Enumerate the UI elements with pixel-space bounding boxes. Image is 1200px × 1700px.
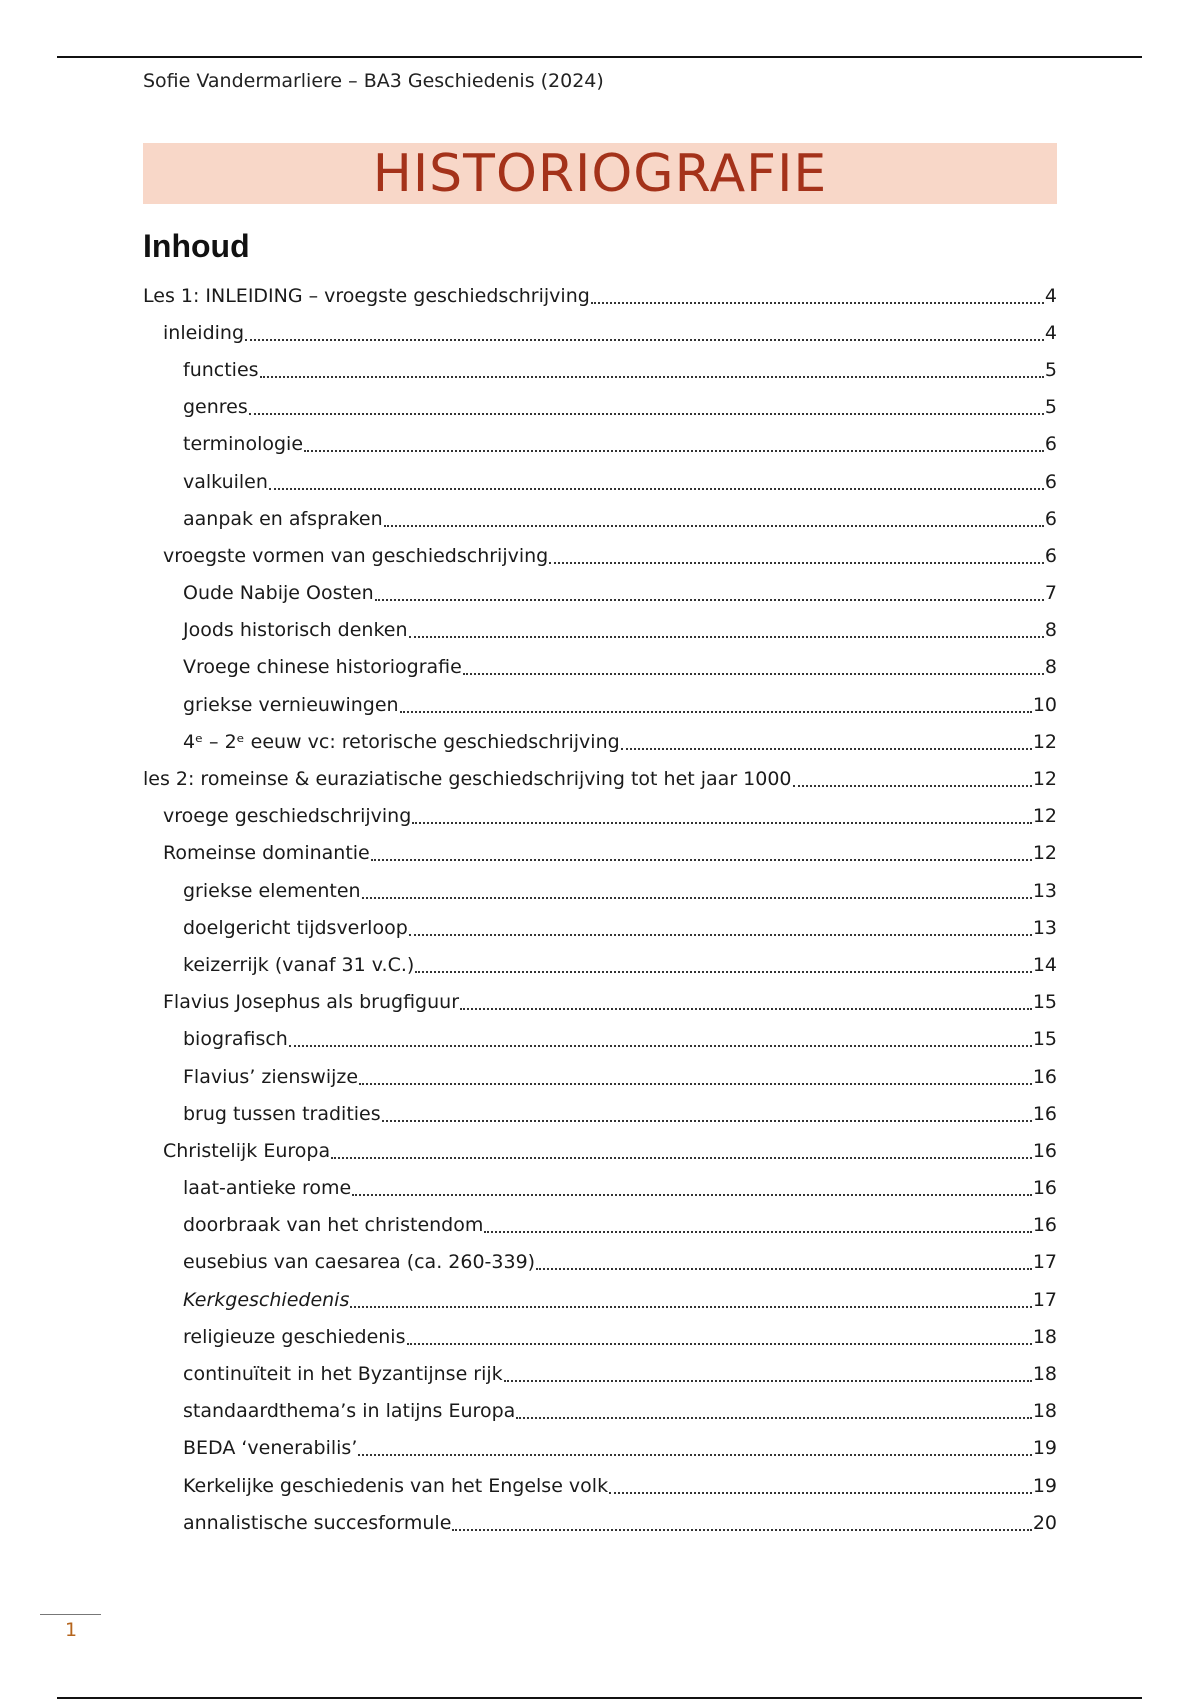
- toc-dot-leader: [245, 339, 1044, 341]
- toc-entry-page: 6: [1044, 470, 1057, 493]
- toc-entry-title: genres: [183, 396, 248, 419]
- toc-entry-title: les 2: romeinse & euraziatische geschiedschrijving tot het jaar 1000: [143, 768, 792, 791]
- toc-dot-leader: [384, 525, 1044, 527]
- toc-dot-leader: [400, 711, 1032, 713]
- toc-dot-leader: [591, 302, 1044, 304]
- toc-entry[interactable]: [143, 314, 1057, 351]
- toc-entry[interactable]: [143, 686, 1057, 723]
- toc-entry[interactable]: [143, 909, 1057, 946]
- toc-entry-title: eusebius van caesarea (ca. 260-339): [183, 1251, 536, 1274]
- toc-entry-page: 5: [1044, 358, 1057, 381]
- toc-entry-page: 13: [1032, 916, 1057, 939]
- toc-entry-title: Kerkelijke geschiedenis van het Engelse volk: [183, 1474, 609, 1497]
- toc-dot-leader: [484, 1231, 1031, 1233]
- toc-entry[interactable]: [143, 612, 1057, 649]
- toc-dot-leader: [516, 1417, 1032, 1419]
- toc-heading: Inhoud: [143, 228, 250, 264]
- toc-entry[interactable]: [143, 760, 1057, 797]
- toc-entry-title: religieuze geschiedenis: [183, 1325, 406, 1348]
- toc-dot-leader: [609, 1492, 1032, 1494]
- toc-entry-page: 15: [1032, 1028, 1057, 1051]
- toc-entry-title: continuïteit in het Byzantijnse rijk: [183, 1363, 503, 1386]
- toc-entry-page: 19: [1032, 1437, 1057, 1460]
- toc-entry[interactable]: [143, 351, 1057, 388]
- toc-entry[interactable]: [143, 1430, 1057, 1467]
- toc-dot-leader: [269, 488, 1044, 490]
- toc-dot-leader: [350, 1306, 1031, 1308]
- toc-entry-title: keizerrijk (vanaf 31 v.C.): [183, 953, 415, 976]
- toc-entry-title: functies: [183, 358, 259, 381]
- toc-dot-leader: [289, 1045, 1032, 1047]
- header-rule: [57, 56, 1142, 58]
- toc-entry-page: 12: [1032, 842, 1057, 865]
- toc-entry-page: 4: [1044, 321, 1057, 344]
- toc-dot-leader: [260, 376, 1044, 378]
- table-of-contents: [143, 277, 1057, 1541]
- toc-entry-title: Kerkgeschiedenis: [183, 1288, 350, 1311]
- toc-dot-leader: [460, 1008, 1032, 1010]
- toc-entry-title: brug tussen tradities: [183, 1102, 381, 1125]
- toc-entry-page: 18: [1032, 1363, 1057, 1386]
- toc-entry-page: 16: [1032, 1065, 1057, 1088]
- toc-dot-leader: [793, 785, 1032, 787]
- toc-dot-leader: [358, 1454, 1031, 1456]
- toc-entry-title: Les 1: INLEIDING – vroegste geschiedschrijving: [143, 284, 590, 307]
- toc-entry-title: Christelijk Europa: [163, 1139, 331, 1162]
- running-header: Sofie Vandermarliere – BA3 Geschiedenis (2024): [143, 70, 604, 92]
- toc-entry[interactable]: [143, 1504, 1057, 1541]
- toc-entry[interactable]: [143, 1281, 1057, 1318]
- toc-entry[interactable]: [143, 1355, 1057, 1392]
- toc-entry[interactable]: [143, 1467, 1057, 1504]
- toc-entry-page: 12: [1032, 805, 1057, 828]
- toc-entry[interactable]: [143, 1058, 1057, 1095]
- toc-entry-title: doorbraak van het christendom: [183, 1214, 484, 1237]
- toc-dot-leader: [382, 1120, 1032, 1122]
- toc-entry[interactable]: [143, 1244, 1057, 1281]
- toc-entry-title: terminologie: [183, 433, 304, 456]
- toc-entry-title: Vroege chinese historiografie: [183, 656, 462, 679]
- toc-entry-title: Flavius Josephus als brugfiguur: [163, 991, 460, 1014]
- toc-entry-page: 6: [1044, 507, 1057, 530]
- toc-entry-page: 4: [1044, 284, 1057, 307]
- toc-dot-leader: [331, 1157, 1032, 1159]
- toc-entry-page: 6: [1044, 544, 1057, 567]
- toc-entry-page: 6: [1044, 433, 1057, 456]
- toc-entry[interactable]: [143, 723, 1057, 760]
- toc-entry[interactable]: [143, 798, 1057, 835]
- toc-entry-page: 13: [1032, 879, 1057, 902]
- toc-dot-leader: [371, 859, 1032, 861]
- toc-dot-leader: [359, 1083, 1032, 1085]
- toc-entry-page: 17: [1032, 1288, 1057, 1311]
- toc-entry-page: 18: [1032, 1325, 1057, 1348]
- toc-entry-page: 8: [1044, 656, 1057, 679]
- toc-entry-title: vroegste vormen van geschiedschrijving: [163, 544, 549, 567]
- toc-dot-leader: [304, 450, 1044, 452]
- toc-entry-title: doelgericht tijdsverloop: [183, 916, 408, 939]
- toc-entry-title: inleiding: [163, 321, 245, 344]
- toc-entry-page: 16: [1032, 1102, 1057, 1125]
- toc-entry[interactable]: [143, 575, 1057, 612]
- document-title-banner: [143, 143, 1057, 204]
- toc-dot-leader: [463, 673, 1044, 675]
- toc-dot-leader: [407, 1343, 1032, 1345]
- toc-entry[interactable]: [143, 277, 1057, 314]
- toc-entry[interactable]: [143, 946, 1057, 983]
- toc-entry-page: 14: [1032, 953, 1057, 976]
- toc-dot-leader: [352, 1194, 1032, 1196]
- toc-entry-page: 16: [1032, 1214, 1057, 1237]
- toc-dot-leader: [362, 897, 1032, 899]
- toc-entry-title: griekse elementen: [183, 879, 361, 902]
- toc-dot-leader: [549, 562, 1044, 564]
- toc-entry-title: annalistische succesformule: [183, 1511, 452, 1534]
- toc-entry-page: 5: [1044, 396, 1057, 419]
- toc-entry[interactable]: [143, 426, 1057, 463]
- toc-dot-leader: [452, 1529, 1031, 1531]
- toc-entry[interactable]: [143, 537, 1057, 574]
- toc-entry-title: vroege geschiedschrijving: [163, 805, 412, 828]
- toc-entry[interactable]: [143, 1095, 1057, 1132]
- toc-entry-title: Joods historisch denken: [183, 619, 408, 642]
- toc-entry-title: aanpak en afspraken: [183, 507, 383, 530]
- toc-entry-title: valkuilen: [183, 470, 268, 493]
- toc-entry-page: 17: [1032, 1251, 1057, 1274]
- toc-entry[interactable]: [143, 1393, 1057, 1430]
- toc-dot-leader: [415, 971, 1032, 973]
- footer-page-rule: [57, 1697, 1142, 1699]
- toc-entry-page: 18: [1032, 1400, 1057, 1423]
- toc-entry[interactable]: [143, 463, 1057, 500]
- toc-entry-title: griekse vernieuwingen: [183, 693, 399, 716]
- toc-entry-page: 19: [1032, 1474, 1057, 1497]
- toc-entry-title: 4ᵉ – 2ᵉ eeuw vc: retorische geschiedschrijving: [183, 730, 620, 753]
- toc-entry-title: Oude Nabije Oosten: [183, 582, 374, 605]
- toc-entry[interactable]: [143, 500, 1057, 537]
- footer-rule: [40, 1614, 101, 1615]
- toc-entry[interactable]: [143, 984, 1057, 1021]
- toc-entry-title: biografisch: [183, 1028, 288, 1051]
- document-title: HISTORIOGRAFIE: [372, 143, 828, 204]
- toc-dot-leader: [412, 822, 1032, 824]
- toc-entry[interactable]: [143, 872, 1057, 909]
- toc-entry-title: Romeinse dominantie: [163, 842, 370, 865]
- toc-dot-leader: [504, 1380, 1032, 1382]
- toc-entry[interactable]: [143, 1207, 1057, 1244]
- toc-entry-page: 8: [1044, 619, 1057, 642]
- toc-entry-page: 15: [1032, 991, 1057, 1014]
- page-number: 1: [65, 1619, 78, 1641]
- toc-dot-leader: [409, 934, 1032, 936]
- toc-entry-title: BEDA ‘venerabilis’: [183, 1437, 358, 1460]
- toc-entry[interactable]: [143, 389, 1057, 426]
- toc-entry-page: 16: [1032, 1177, 1057, 1200]
- toc-entry-page: 12: [1032, 730, 1057, 753]
- toc-dot-leader: [249, 413, 1044, 415]
- toc-dot-leader: [536, 1268, 1032, 1270]
- toc-entry[interactable]: [143, 1170, 1057, 1207]
- toc-entry-page: 10: [1032, 693, 1057, 716]
- toc-entry-page: 20: [1032, 1511, 1057, 1534]
- toc-entry[interactable]: [143, 1318, 1057, 1355]
- toc-entry[interactable]: [143, 649, 1057, 686]
- toc-dot-leader: [409, 636, 1044, 638]
- toc-entry-title: standaardthema’s in latijns Europa: [183, 1400, 516, 1423]
- toc-entry[interactable]: [143, 835, 1057, 872]
- toc-entry-title: Flavius’ zienswijze: [183, 1065, 359, 1088]
- toc-entry-page: 16: [1032, 1139, 1057, 1162]
- toc-entry-page: 7: [1044, 582, 1057, 605]
- toc-entry-title: laat-antieke rome: [183, 1177, 352, 1200]
- toc-entry-page: 12: [1032, 768, 1057, 791]
- toc-entry[interactable]: [143, 1132, 1057, 1169]
- toc-entry[interactable]: [143, 1021, 1057, 1058]
- toc-dot-leader: [621, 748, 1032, 750]
- toc-dot-leader: [375, 599, 1044, 601]
